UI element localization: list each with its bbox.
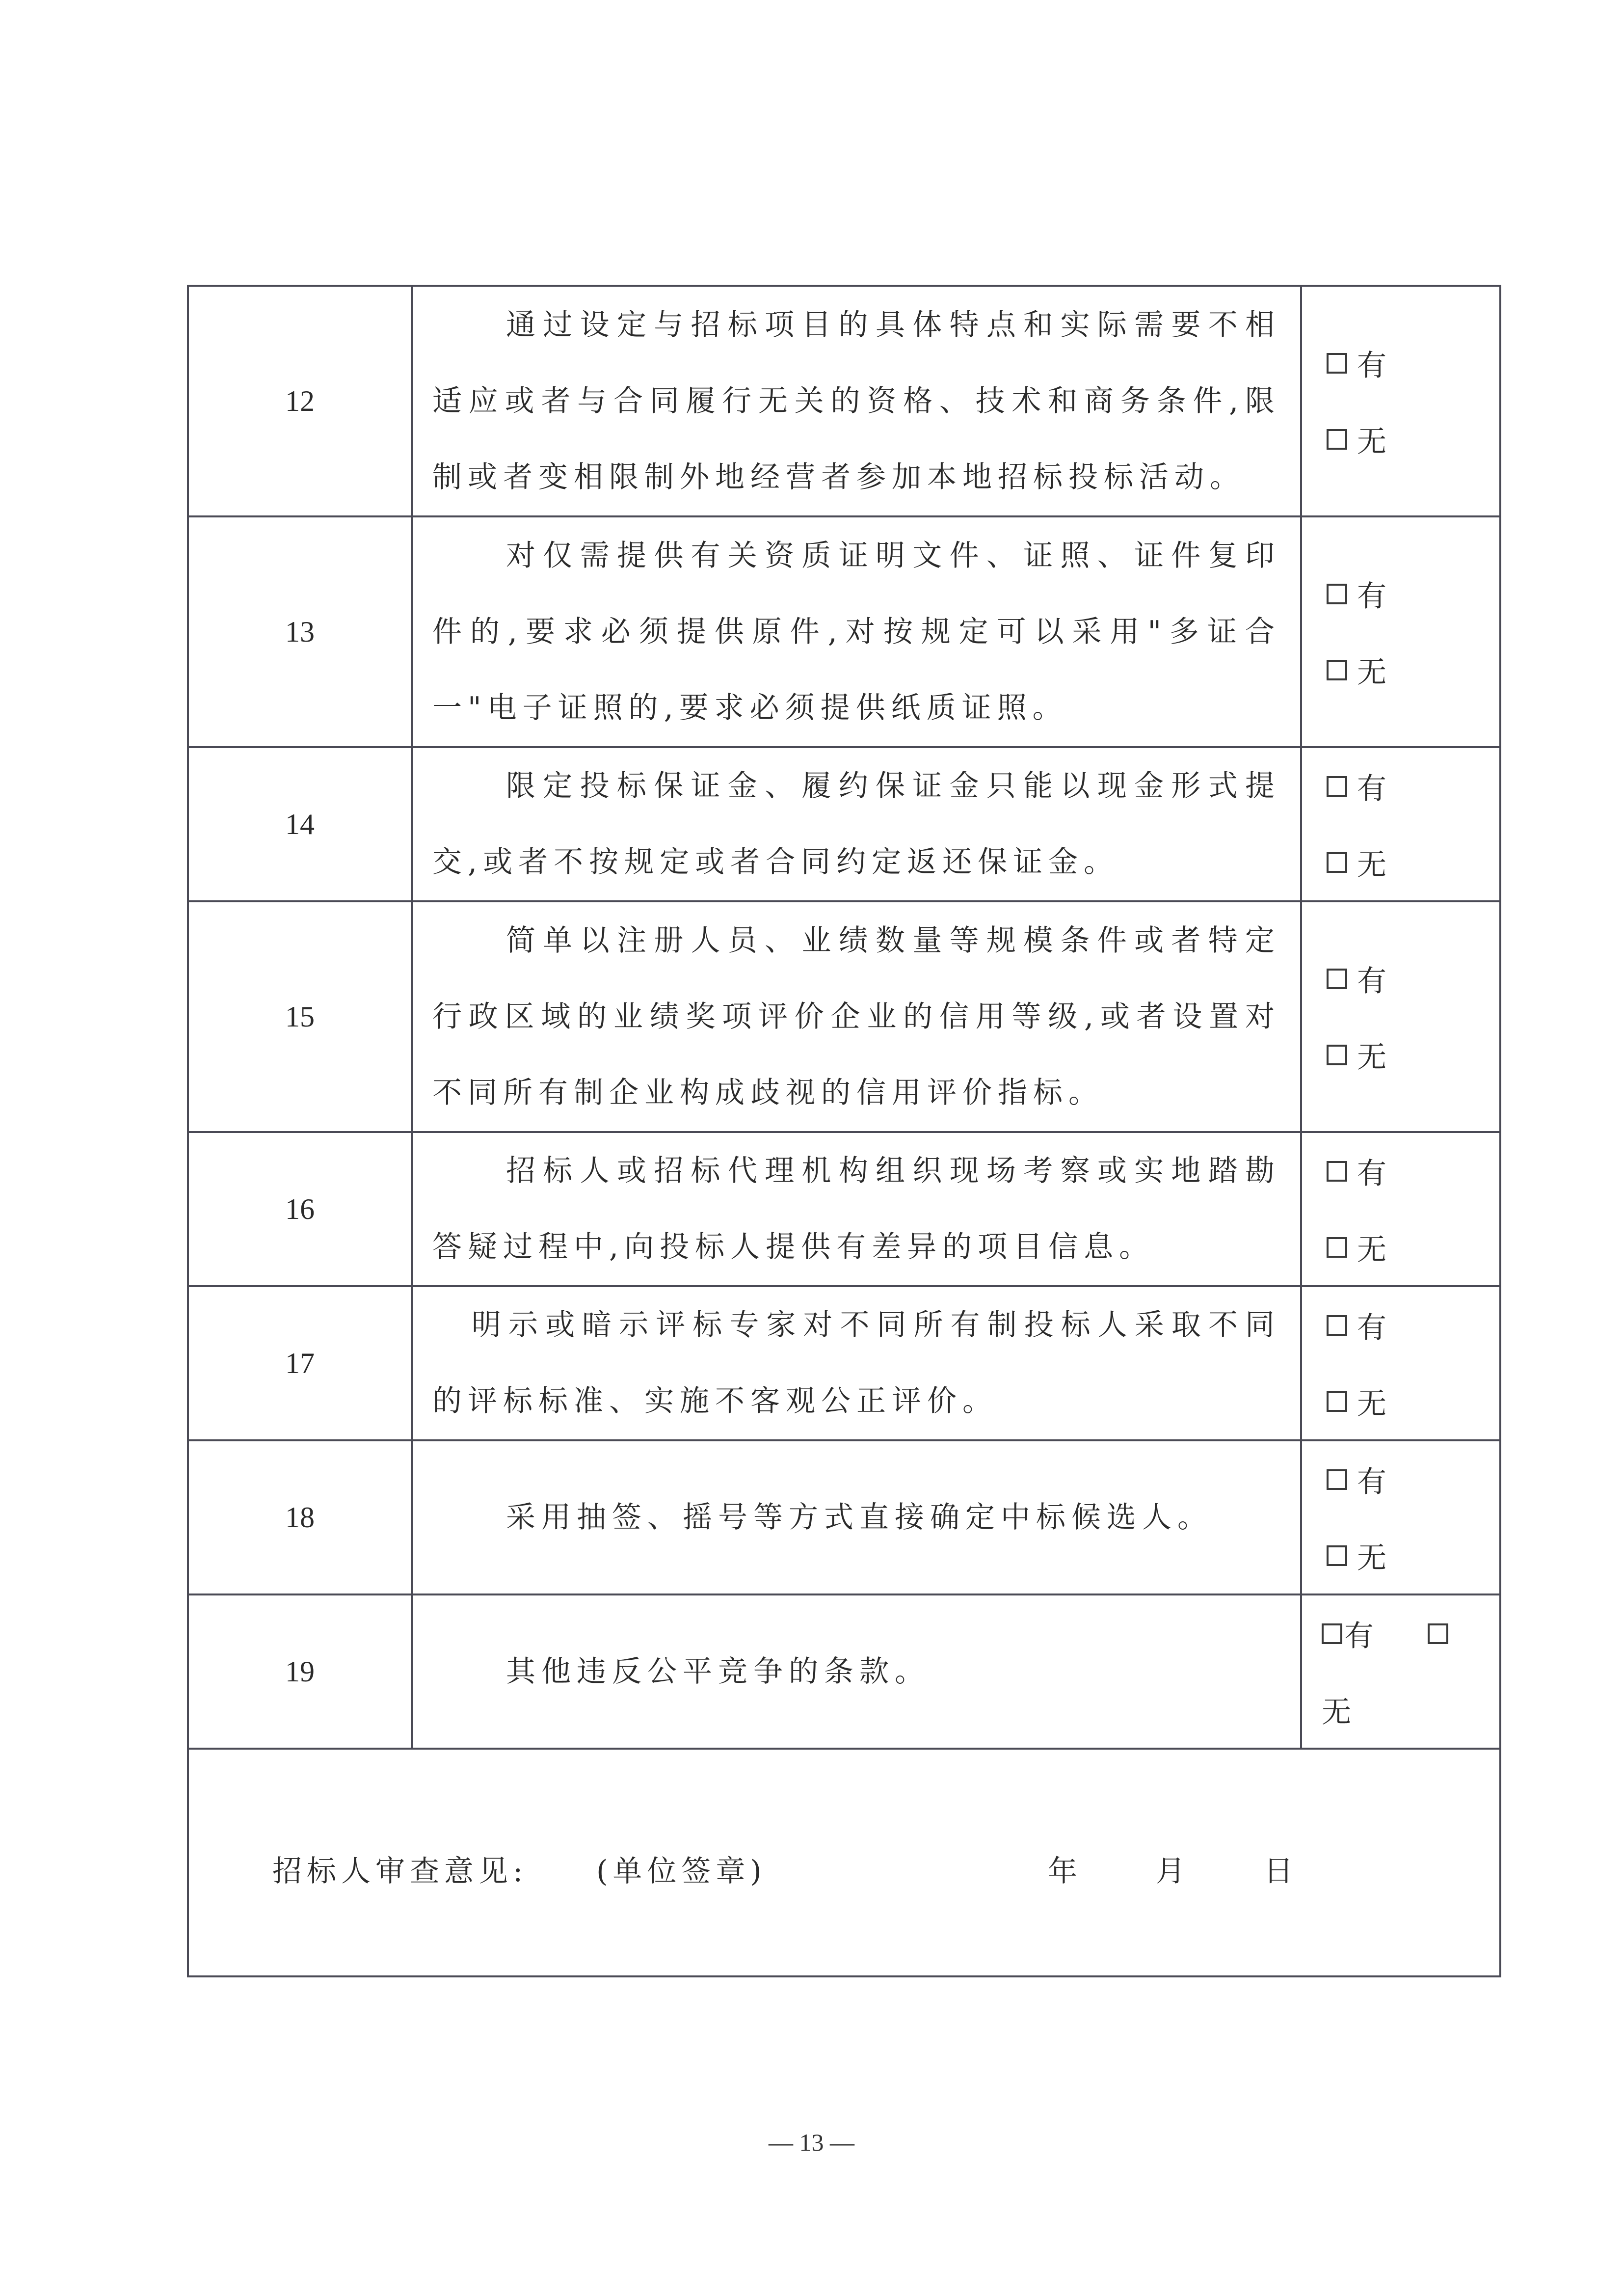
checkbox-no[interactable] [1327, 1391, 1347, 1412]
clause-text: 通过设定与招标项目的具体特点和实际需要不相适应或者与合同履行无关的资格、技术和商务条件,限制或者变相限制外地经营者参加本地招标投标活动。 [432, 307, 1280, 494]
clause-text: 其他违反公平竞争的条款。 [506, 1654, 930, 1689]
option-yes[interactable] [1327, 941, 1499, 1017]
option-no[interactable] [1327, 401, 1499, 477]
option-no-label: 无 [1357, 1232, 1386, 1267]
row-number: 16 [285, 1192, 315, 1225]
option-yes-label: 有 [1357, 771, 1386, 806]
opinion-label: 招标人审查意见: [272, 1854, 528, 1889]
clause-cell [412, 516, 1301, 747]
row-number-cell [188, 747, 412, 901]
date-field[interactable] [1048, 1848, 1298, 1890]
row-number: 18 [285, 1501, 315, 1534]
option-yes[interactable] [1327, 1133, 1499, 1209]
table-row [188, 1286, 1500, 1440]
checkbox-no[interactable] [1327, 1545, 1347, 1566]
row-number-cell [188, 1440, 412, 1594]
checkbox-no[interactable] [1327, 852, 1347, 873]
row-number-cell [188, 1132, 412, 1286]
review-table [187, 285, 1501, 1977]
option-no[interactable] [1322, 1672, 1499, 1748]
table-row [188, 1440, 1500, 1594]
option-cell [1301, 1594, 1500, 1749]
option-cell [1301, 747, 1500, 901]
option-yes[interactable] [1327, 1287, 1499, 1363]
option-no-label: 无 [1322, 1695, 1351, 1729]
opinion-cell [188, 1749, 1500, 1976]
option-no[interactable] [1327, 1017, 1499, 1093]
option-no-label: 无 [1357, 424, 1386, 459]
row-number-cell [188, 1286, 412, 1440]
row-number-cell [188, 1594, 412, 1749]
checkbox-yes[interactable] [1327, 969, 1347, 989]
table-row [188, 286, 1500, 516]
table-row [188, 1594, 1500, 1749]
option-cell [1301, 1286, 1500, 1440]
checkbox-yes[interactable] [1327, 353, 1347, 374]
option-yes[interactable] [1327, 556, 1499, 632]
checkbox-yes[interactable] [1327, 776, 1347, 797]
checkbox-no[interactable] [1428, 1623, 1448, 1644]
clause-cell [412, 1132, 1301, 1286]
checkbox-yes[interactable] [1327, 584, 1347, 604]
checkbox-yes[interactable] [1327, 1161, 1347, 1182]
option-cell [1301, 286, 1500, 516]
checkbox-yes[interactable] [1327, 1469, 1347, 1490]
row-number: 13 [285, 615, 315, 648]
seal-label: (单位签章) [596, 1854, 767, 1889]
checkbox-no[interactable] [1327, 1045, 1347, 1065]
month-label: 月 [1156, 1854, 1190, 1889]
clause-cell [412, 286, 1301, 516]
option-no[interactable] [1327, 632, 1499, 708]
table-row [188, 901, 1500, 1132]
table-row [188, 516, 1500, 747]
checkbox-yes[interactable] [1327, 1315, 1347, 1336]
option-no[interactable] [1327, 1363, 1499, 1439]
option-no-label: 无 [1357, 655, 1386, 690]
option-cell [1301, 901, 1500, 1132]
table-row [188, 747, 1500, 901]
option-yes-label: 有 [1357, 1156, 1386, 1191]
row-number: 19 [285, 1655, 315, 1688]
clause-text: 限定投标保证金、履约保证金只能以现金形式提交,或者不按规定或者合同约定返还保证金。 [432, 769, 1280, 879]
row-number-cell [188, 286, 412, 516]
option-cell [1301, 1440, 1500, 1594]
checkbox-no[interactable] [1327, 429, 1347, 450]
clause-text: 明示或暗示评标专家对不同所有制投标人采取不同的评标标准、实施不客观公正评价。 [432, 1308, 1280, 1418]
table-row [188, 1132, 1500, 1286]
clause-cell [412, 901, 1301, 1132]
clause-cell [412, 747, 1301, 901]
option-no[interactable] [1327, 1209, 1499, 1285]
page-number: — 13 — [769, 2129, 854, 2156]
checkbox-no[interactable] [1327, 660, 1347, 680]
row-number: 15 [285, 1000, 315, 1033]
option-no-label: 无 [1357, 1040, 1386, 1075]
option-yes[interactable] [1327, 748, 1499, 824]
option-yes[interactable] [1327, 1441, 1499, 1517]
year-label: 年 [1048, 1854, 1082, 1889]
option-no[interactable] [1327, 1517, 1499, 1594]
option-no-label: 无 [1357, 847, 1386, 882]
row-number-cell [188, 901, 412, 1132]
option-yes-label: 有 [1357, 1310, 1386, 1345]
opinion-line [272, 1848, 1401, 1890]
option-cell [1301, 1132, 1500, 1286]
option-yes-label: 有 [1357, 579, 1386, 614]
clause-cell [412, 1594, 1301, 1749]
option-cell [1301, 516, 1500, 747]
day-label: 日 [1264, 1854, 1298, 1889]
option-no-label: 无 [1357, 1540, 1386, 1575]
clause-text: 对仅需提供有关资质证明文件、证照、证件复印件的,要求必须提供原件,对按规定可以采用"多证合一"电子证照的,要求必须提供纸质证照。 [432, 538, 1280, 725]
clause-text: 简单以注册人员、业绩数量等规模条件或者特定行政区域的业绩奖项评价企业的信用等级,或者设置对不同所有制企业构成歧视的信用评价指标。 [432, 923, 1280, 1110]
clause-cell [412, 1286, 1301, 1440]
option-no-label: 无 [1357, 1386, 1386, 1421]
row-number: 12 [285, 384, 315, 417]
checkbox-yes[interactable] [1322, 1623, 1342, 1644]
option-yes[interactable] [1327, 325, 1499, 401]
checkbox-no[interactable] [1327, 1237, 1347, 1258]
row-number: 17 [285, 1347, 315, 1379]
option-yes-label: 有 [1357, 348, 1386, 383]
option-yes-label: 有 [1344, 1619, 1374, 1653]
option-yes-label: 有 [1357, 964, 1386, 999]
option-yes-label: 有 [1357, 1464, 1386, 1499]
clause-text: 采用抽签、摇号等方式直接确定中标候选人。 [506, 1500, 1213, 1535]
row-number-cell [188, 516, 412, 747]
opinion-row [188, 1749, 1500, 1976]
clause-cell [412, 1440, 1301, 1594]
option-yes[interactable] [1322, 1595, 1499, 1672]
clause-text: 招标人或招标代理机构组织现场考察或实地踏勘答疑过程中,向投标人提供有差异的项目信息。 [432, 1154, 1280, 1264]
row-number: 14 [285, 808, 315, 840]
option-no[interactable] [1327, 824, 1499, 900]
